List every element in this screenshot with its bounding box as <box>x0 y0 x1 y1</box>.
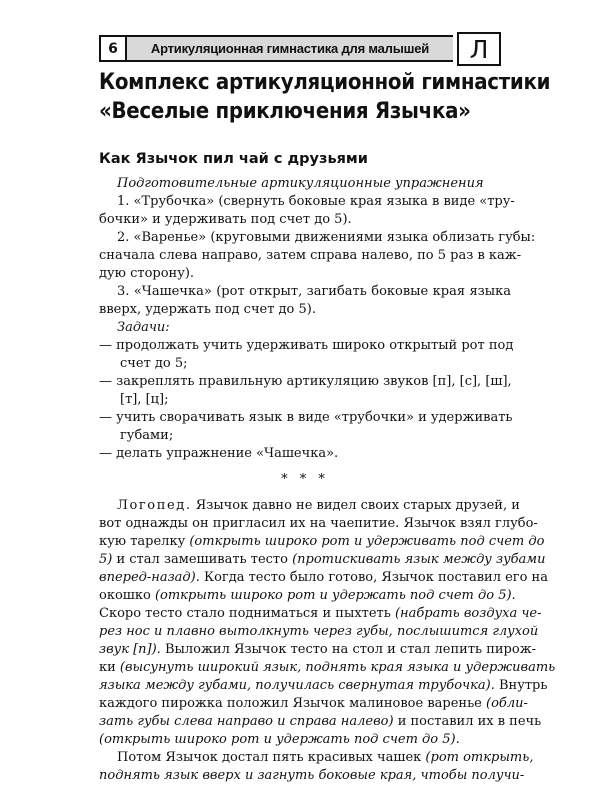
story-line-16: поднять язык вверх и загнуть боковые края, чтобы получи- <box>99 768 525 783</box>
story-line-5: вперед-назад). Когда тесто было готово, Язычок поставил его на <box>99 570 548 585</box>
page-title <box>99 68 551 126</box>
section-heading: Как Язычок пил чай с друзьями <box>99 151 368 167</box>
prep-heading: Подготовительные артикуляционные упражнения <box>117 176 484 191</box>
exercise-1-line-2: бочки» и удерживать под счет до 5). <box>99 212 352 227</box>
body-text <box>99 175 556 785</box>
story-line-11: языка между губами, получилась свернутая трубочка). Внутрь <box>99 678 548 693</box>
story-line-1: Логопед. Язычок давно не видел своих старых друзей, и <box>117 498 520 513</box>
speaker-label: Логопед. <box>117 498 192 513</box>
exercise-2-line-3: дую сторону). <box>99 266 195 281</box>
task-2-line-1: — закреплять правильную артикуляцию звуков [п], [с], [ш], <box>99 374 512 389</box>
exercise-2-line-2: сначала слева направо, затем справа налево, по 5 раз в каж- <box>99 248 522 263</box>
running-header <box>99 35 515 62</box>
task-1-line-1: — продолжать учить удерживать широко открытый рот под <box>99 338 514 353</box>
page-number: 6 <box>99 35 127 62</box>
exercise-2-line-1: 2. «Варенье» (круговыми движениями языка облизать губы: <box>117 230 536 245</box>
exercise-3-line-1: 3. «Чашечка» (рот открыт, загибать боковые края языка <box>117 284 511 299</box>
tasks-heading: Задачи: <box>117 320 170 335</box>
task-3-line-2: губами; <box>120 428 174 443</box>
task-1-line-2: счет до 5; <box>120 356 188 371</box>
title-line-1: Комплекс артикуляционной гимнастики <box>99 70 551 95</box>
task-4-line-1: — делать упражнение «Чашечка». <box>99 446 339 461</box>
story-line-7: Скоро тесто стало подниматься и пыхтеть (набрать воздуха че- <box>99 606 542 621</box>
exercise-3-line-2: вверх, удержать под счет до 5). <box>99 302 316 317</box>
story-line-3: кую тарелку (открыть широко рот и удерживать под счет до <box>99 534 545 549</box>
story-line-2: вот однажды он пригласил их на чаепитие. Язычок взял глубо- <box>99 516 538 531</box>
task-3-line-1: — учить сворачивать язык в виде «трубочки» и удерживать <box>99 410 513 425</box>
story-line-10: ки (высунуть широкий язык, поднять края языка и удерживать <box>99 660 556 675</box>
section-divider: * * * <box>281 472 329 487</box>
story-line-15: Потом Язычок достал пять красивых чашек (рот открыть, <box>117 750 534 765</box>
story-line-4: 5) и стал замешивать тесто (протискивать язык между зубами <box>99 552 546 567</box>
story-line-8: рез нос и плавно вытолкнуть через губы, послышится глухой <box>99 624 539 639</box>
story-line-14: (открыть широко рот и удержать под счет до 5). <box>99 732 460 747</box>
running-title: Артикуляционная гимнастика для малышей <box>127 35 453 62</box>
title-line-2: «Веселые приключения Язычка» <box>99 99 471 124</box>
task-2-line-2: [т], [ц]; <box>120 392 169 407</box>
section-letter: Л <box>457 32 501 66</box>
story-line-6: окошко (открыть широко рот и удержать под счет до 5). <box>99 588 516 603</box>
story-line-13: зать губы слева направо и справа налево) и поставил их в печь <box>99 714 542 729</box>
story-line-12: каждого пирожка положил Язычок малиновое варенье (обли- <box>99 696 528 711</box>
story-line-9: звук [п]). Выложил Язычок тесто на стол и стал лепить пирож- <box>99 642 537 657</box>
exercise-1-line-1: 1. «Трубочка» (свернуть боковые края языка в виде «тру- <box>117 194 515 209</box>
